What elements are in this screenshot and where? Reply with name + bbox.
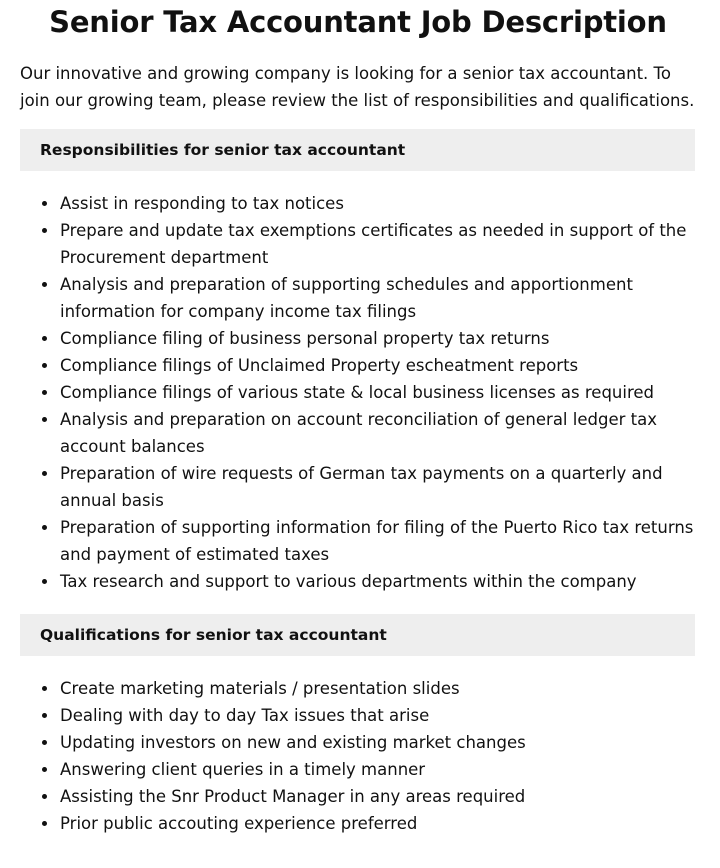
qualifications-heading: Qualifications for senior tax accountant (20, 614, 695, 656)
responsibility-item: Compliance filings of Unclaimed Property escheatment reports (40, 352, 700, 379)
qualification-item: Create marketing materials / presentation slides (40, 675, 700, 702)
responsibility-item: Tax research and support to various departments within the company (40, 568, 700, 595)
responsibilities-heading: Responsibilities for senior tax accountant (20, 129, 695, 171)
responsibility-item: Compliance filings of various state & local business licenses as required (40, 379, 700, 406)
qualification-item: Dealing with day to day Tax issues that arise (40, 702, 700, 729)
responsibility-item: Preparation of supporting information for filing of the Puerto Rico tax returns and payment of estimated taxes (40, 514, 700, 568)
responsibility-item: Analysis and preparation on account reconciliation of general ledger tax account balances (40, 406, 700, 460)
page-title: Senior Tax Accountant Job Description (49, 5, 667, 39)
qualification-item: Answering client queries in a timely manner (40, 756, 700, 783)
qualification-item: Updating investors on new and existing market changes (40, 729, 700, 756)
responsibility-item: Preparation of wire requests of German tax payments on a quarterly and annual basis (40, 460, 700, 514)
responsibility-item: Compliance filing of business personal property tax returns (40, 325, 700, 352)
responsibility-item: Prepare and update tax exemptions certificates as needed in support of the Procurement department (40, 217, 700, 271)
responsibility-item: Assist in responding to tax notices (40, 190, 700, 217)
intro-paragraph: Our innovative and growing company is looking for a senior tax accountant. To join our growing team, please review the list of responsibilities and qualifications. (20, 64, 695, 110)
qualification-item: Prior public accouting experience preferred (40, 810, 700, 837)
responsibility-item: Analysis and preparation of supporting schedules and apportionment information for company income tax filings (40, 271, 700, 325)
qualifications-list (40, 675, 700, 837)
qualification-item: Assisting the Snr Product Manager in any areas required (40, 783, 700, 810)
responsibilities-list (40, 190, 700, 595)
